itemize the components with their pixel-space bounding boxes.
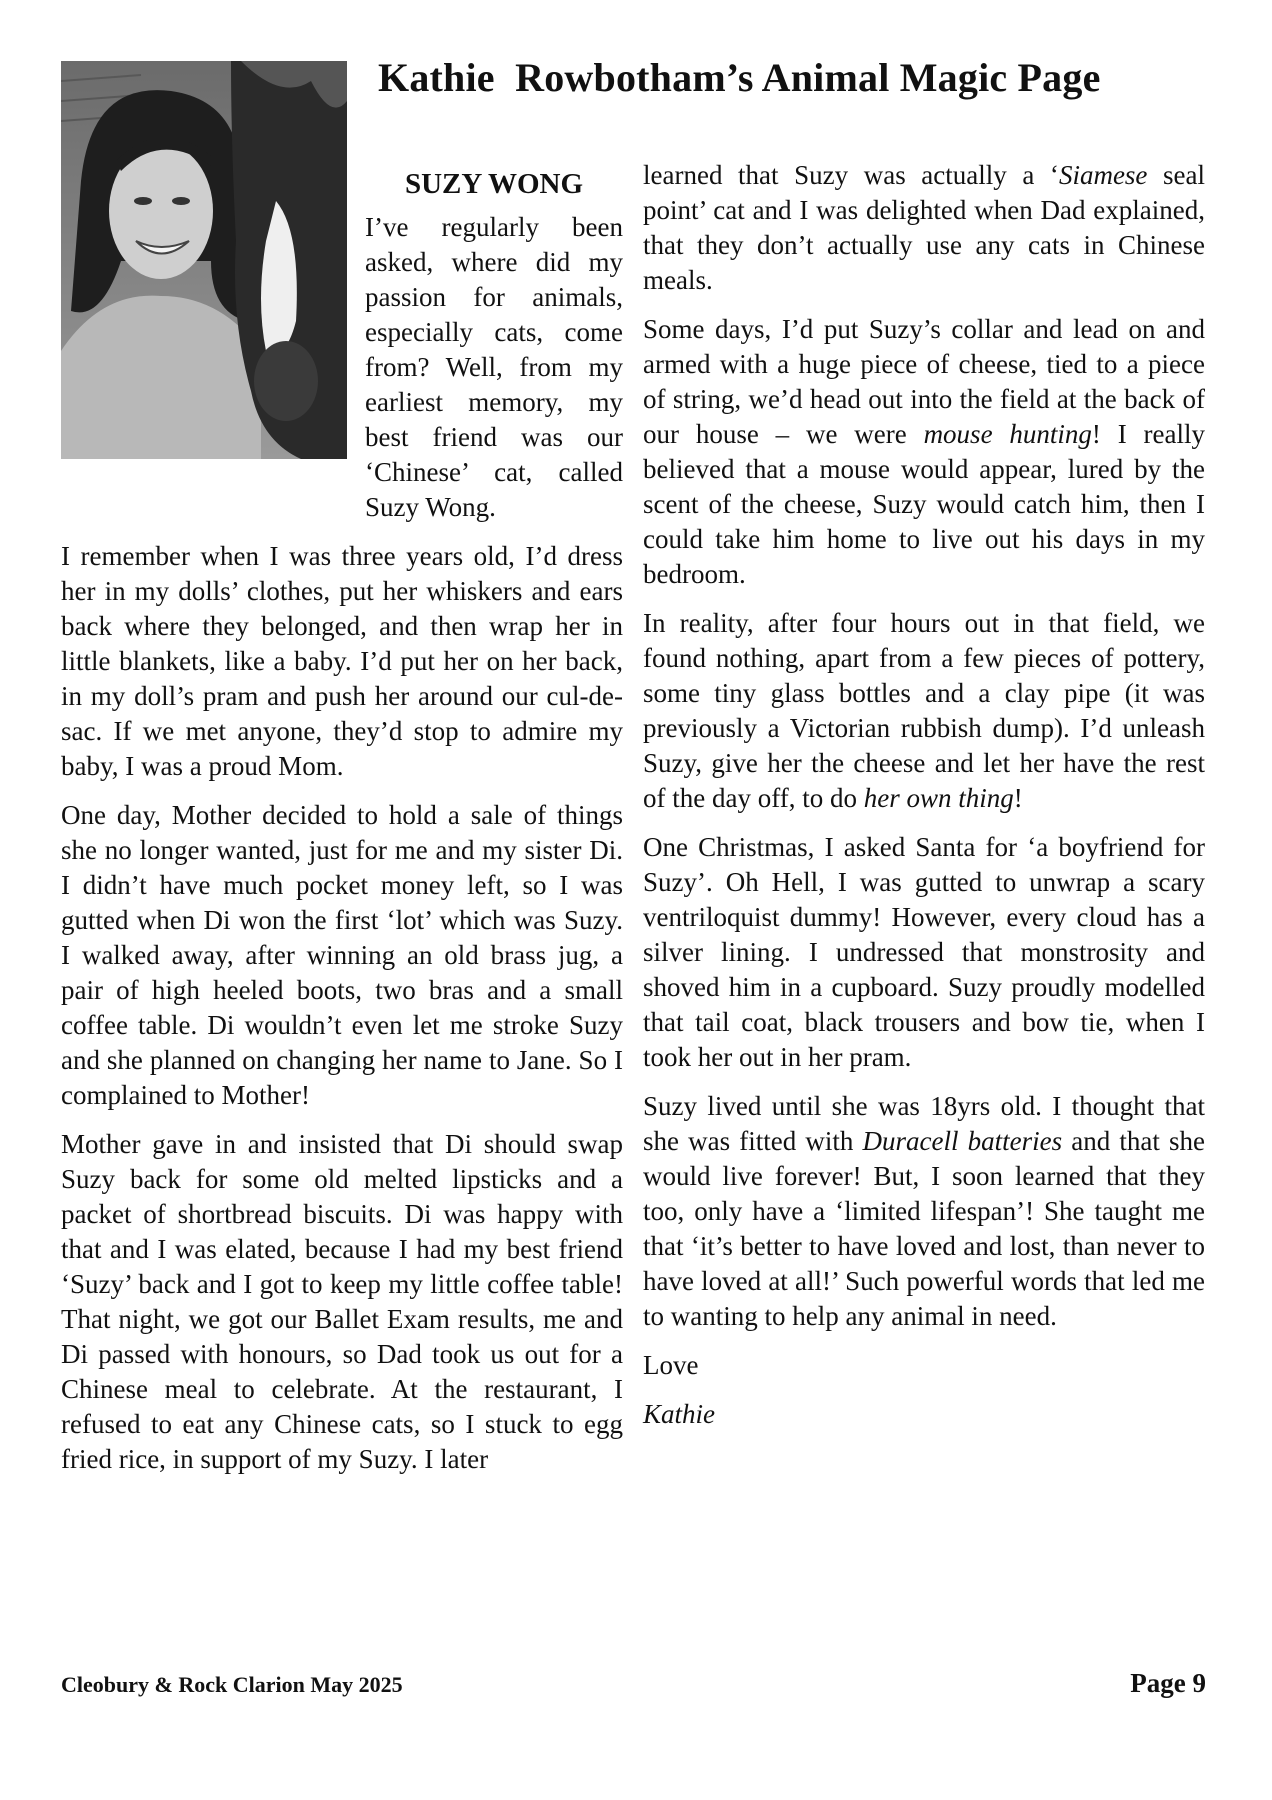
paragraph: learned that Suzy was actually a ‘Siamese seal point’ cat and I was delighted when Dad explained, that they don’t actually use any cats in Chinese meals. — [643, 160, 1205, 295]
article-heading: SUZY WONG — [404, 168, 584, 200]
paragraph: I remember when I was three years old, I’d dress her in my dolls’ clothes, put her whiskers and ears back where they belonged, and then wrap her in little blankets, like a baby. I’d put her on her back, in my doll’s pram and push her around our cul-de-sac. If we met anyone, they’d stop to admire my baby, I was a proud Mom. — [61, 541, 623, 781]
closing-text: Love — [643, 1350, 699, 1380]
paragraph: In reality, after four hours out in that field, we found nothing, apart from a few pieces of pottery, some tiny glass bottles and a clay pipe (it was previously a Victorian rubbish dump). I’d unleash Suzy, give her the cheese and let her have the rest of the day off, to do her own thing! — [643, 608, 1205, 813]
paragraph: Suzy lived until she was 18yrs old. I thought that she was fitted with Duracell batteries and that she would live forever! But, I soon learned that they too, only have a ‘limited lifespan’! She taught me that ‘it’s better to have loved and lost, than never to have loved at all!’ Such powerful words that led me to wanting to help any animal in need. — [643, 1091, 1205, 1331]
paragraph: Some days, I’d put Suzy’s collar and lead on and armed with a huge piece of cheese, tied to a piece of string, we’d head out into the field at the back of our house – we were mouse hunting! I really believed that a mouse would appear, lured by the scent of the cheese, Suzy would catch him, then I could take him home to live out his days in my bedroom. — [643, 314, 1205, 589]
right-column — [643, 158, 1205, 1446]
paragraph: One Christmas, I asked Santa for ‘a boyfriend for Suzy’. Oh Hell, I was gutted to unwrap a scary ventriloquist dummy! However, every cloud has a silver lining. I undressed that monstrosity and shoved him in a cupboard. Suzy proudly modelled that tail coat, black trousers and bow tie, when I took her out in her pram. — [643, 832, 1205, 1072]
publication-footer: Cleobury & Rock Clarion May 2025 — [61, 1672, 403, 1697]
page-number: Page 9 — [1130, 1668, 1206, 1698]
signature: Kathie — [643, 1399, 715, 1429]
paragraph: Mother gave in and insisted that Di should swap Suzy back for some old melted lipsticks and a packet of shortbread biscuits. Di was happy with that and I was elated, because I had my best friend ‘Suzy’ back and I got to keep my little coffee table! That night, we got our Ballet Exam results, me and Di passed with honours, so Dad took us out for a Chinese meal to celebrate. At the restaurant, I refused to eat any Chinese cats, so I stuck to egg fried rice, in support of my Suzy. I later — [61, 1129, 623, 1474]
paragraph: I’ve regularly been asked, where did my passion for animals, especially cats, come from? Well, from my earliest memory, my best friend was our ‘Chinese’ cat, called Suzy Wong. — [365, 212, 623, 522]
page-title: Kathie Rowbotham’s Animal Magic Page — [378, 55, 1101, 100]
left-column — [61, 158, 623, 1491]
paragraph: One day, Mother decided to hold a sale of things she no longer wanted, just for me and my sister Di. I didn’t have much pocket money left, so I was gutted when Di won the first ‘lot’ which was Suzy. I walked away, after winning an old brass jug, a pair of high heeled boots, two bras and a small coffee table. Di wouldn’t even let me stroke Suzy and she planned on changing her name to Jane. So I complained to Mother! — [61, 800, 623, 1110]
